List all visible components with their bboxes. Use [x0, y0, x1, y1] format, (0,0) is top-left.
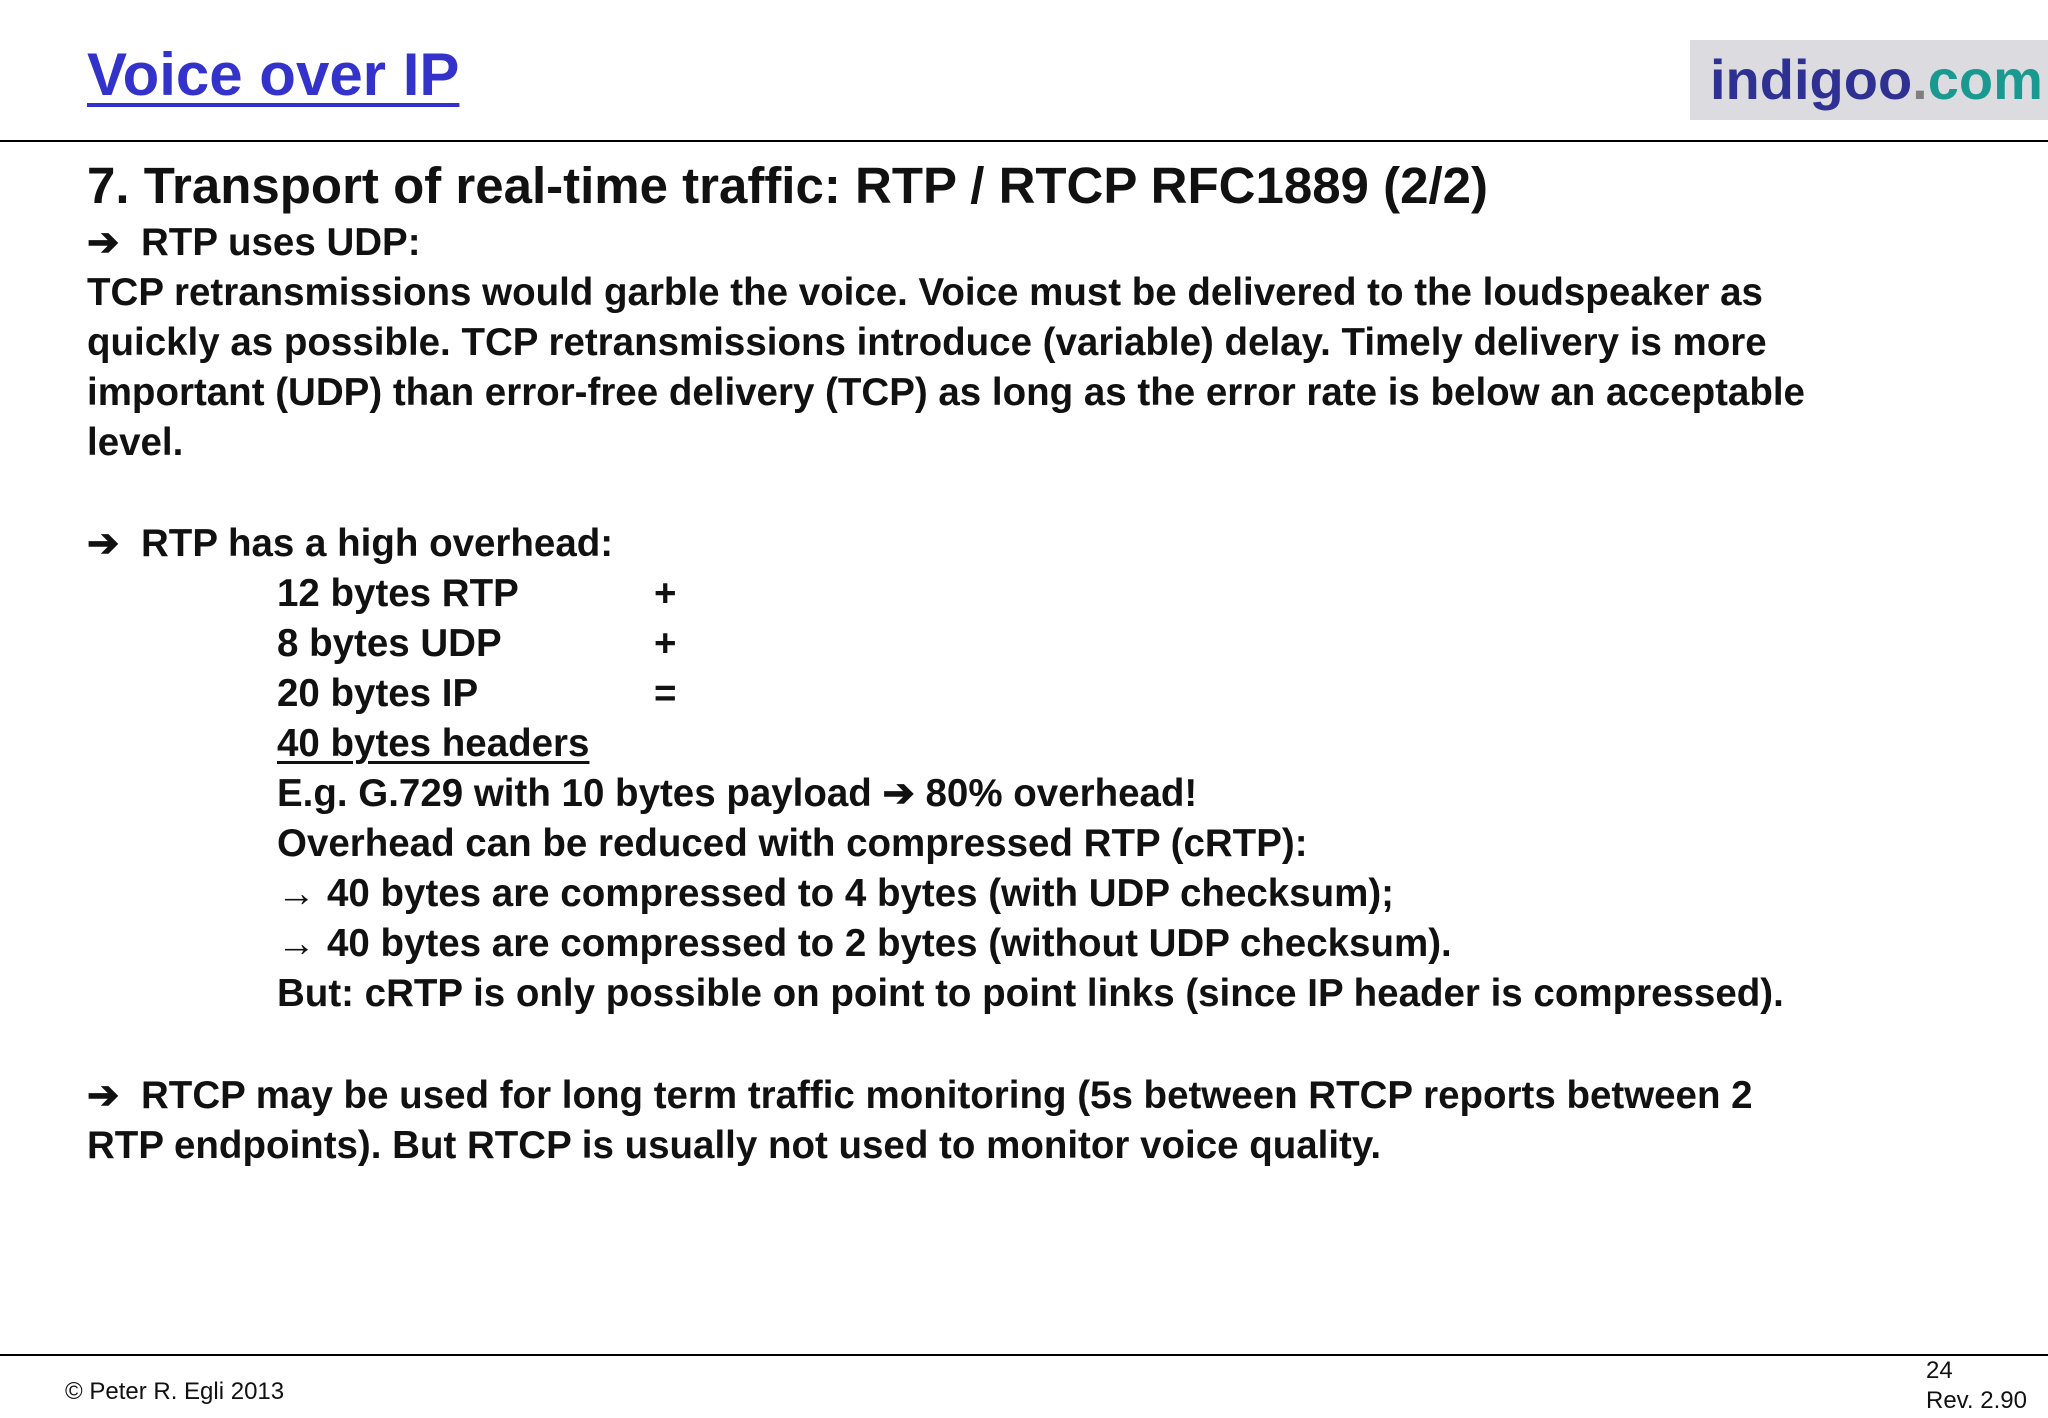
copyright-notice: © Peter R. Egli 2013 [65, 1378, 285, 1405]
overhead-row-label: 8 bytes UDP [277, 622, 502, 665]
crtp-item-text: 40 bytes are compressed to 4 bytes (with UDP checksum); [327, 872, 1394, 915]
udp-bullet-text: RTP uses UDP: [141, 221, 421, 264]
page-info [1926, 1356, 2027, 1416]
revision-label: Rev. 2.90 [1926, 1387, 2027, 1414]
brand-logo [1690, 40, 2048, 120]
udp-paragraph-line: important (UDP) than error-free delivery (TCP) as long as the error rate is below an acceptable [87, 371, 1805, 414]
arrow-right-icon: → [277, 872, 316, 915]
udp-paragraph-line: TCP retransmissions would garble the voice. Voice must be delivered to the loudspeaker as [87, 271, 1763, 314]
crtp-item [277, 869, 1394, 919]
rtcp-bullet [87, 1071, 1753, 1121]
crtp-item [277, 919, 1452, 969]
overhead-row-label: 20 bytes IP [277, 672, 479, 715]
header-divider [0, 140, 2048, 142]
overhead-bullet [87, 519, 613, 569]
page-number: 24 [1926, 1357, 1953, 1384]
arrow-right-icon: ➔ [87, 1074, 120, 1117]
arrow-right-icon: ➔ [882, 772, 915, 815]
overhead-row-operator: + [654, 622, 677, 665]
crtp-note: But: cRTP is only possible on point to point links (since IP header is compressed). [277, 972, 1784, 1015]
udp-paragraph-line: quickly as possible. TCP retransmissions introduce (variable) delay. Timely delivery is more [87, 321, 1767, 364]
overhead-example [277, 769, 1197, 819]
rtcp-paragraph-line: RTP endpoints). But RTCP is usually not used to monitor voice quality. [87, 1124, 1382, 1167]
rtcp-bullet-text: RTCP may be used for long term traffic monitoring (5s between RTCP reports between 2 [141, 1074, 1753, 1117]
overhead-row-label: 12 bytes RTP [277, 572, 519, 615]
arrow-right-icon: ➔ [87, 522, 120, 565]
udp-bullet [87, 218, 421, 268]
slide-title: Voice over IP [87, 41, 460, 108]
logo-dot: . [1912, 48, 1928, 111]
crtp-intro: Overhead can be reduced with compressed RTP (cRTP): [277, 822, 1308, 865]
arrow-right-icon: ➔ [87, 221, 120, 264]
overhead-bullet-text: RTP has a high overhead: [141, 522, 614, 565]
overhead-example-result: 80% overhead! [925, 772, 1198, 815]
logo-name: indigoo [1710, 48, 1913, 111]
footer-divider [0, 1354, 2048, 1356]
overhead-row-operator: = [654, 672, 677, 715]
crtp-item-text: 40 bytes are compressed to 2 bytes (without UDP checksum). [327, 922, 1452, 965]
section-heading: 7. Transport of real-time traffic: RTP / RTCP RFC1889 (2/2) [87, 157, 1488, 214]
udp-paragraph-line: level. [87, 421, 184, 464]
logo-tld: com [1927, 48, 2043, 111]
overhead-example-text: E.g. G.729 with 10 bytes payload [277, 772, 872, 815]
overhead-total: 40 bytes headers [277, 722, 590, 765]
arrow-right-icon: → [277, 922, 316, 965]
overhead-row-operator: + [654, 572, 677, 615]
